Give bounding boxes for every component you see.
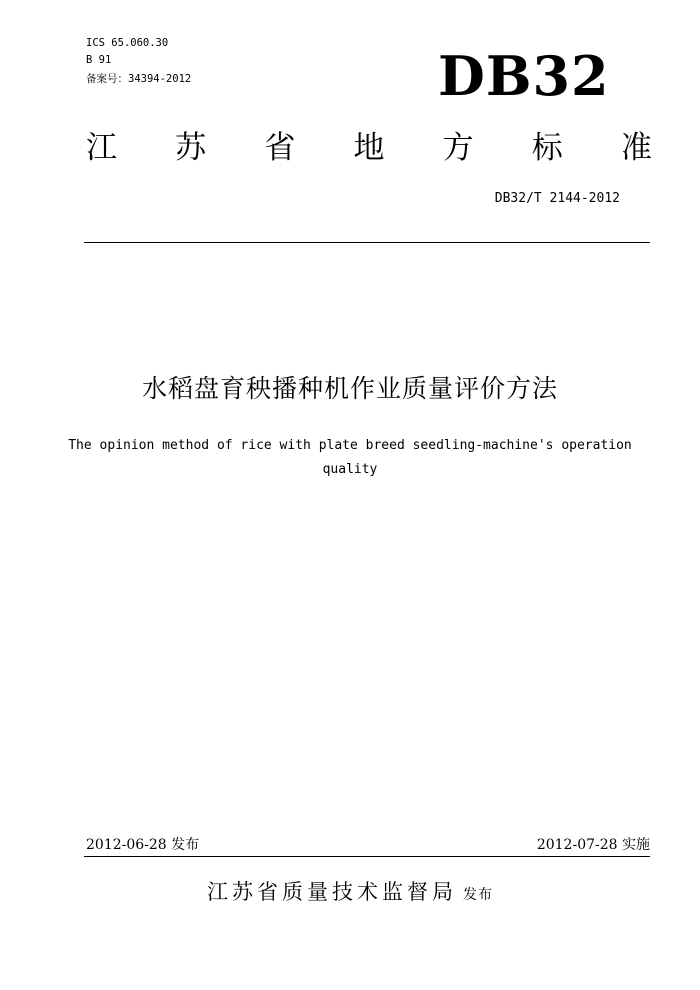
publisher-suffix: 发布 [463, 887, 493, 903]
standard-type-char: 苏 [175, 130, 207, 166]
implementation-date: 2012-07-28 实施 [536, 837, 650, 853]
standard-type-char: 省 [264, 130, 296, 166]
issue-date: 2012-06-28 发布 [86, 837, 200, 853]
standard-type-char: 准 [620, 130, 652, 166]
standard-type-char: 方 [442, 130, 474, 166]
standard-type-char: 标 [531, 130, 563, 166]
top-divider [84, 242, 650, 243]
publisher [0, 876, 700, 906]
standard-type-heading [86, 128, 652, 168]
standard-type-char: 地 [353, 130, 385, 166]
bottom-divider [84, 856, 650, 857]
standard-type-char: 江 [86, 130, 117, 166]
ccs-code: B 91 [86, 54, 112, 66]
standard-logo: DB32 [438, 44, 610, 108]
ics-code: ICS 65.060.30 [86, 37, 169, 49]
standard-number: DB32/T 2144-2012 [494, 191, 620, 206]
document-title-zh: 水稻盘育秧播种机作业质量评价方法 [141, 374, 558, 403]
publisher-name: 江苏省质量技术监督局 [207, 880, 457, 904]
record-number: 备案号：34394-2012 [86, 73, 192, 85]
document-title-en: The opinion method of rice with plate breed seedling-machine's operation quality [68, 438, 632, 477]
